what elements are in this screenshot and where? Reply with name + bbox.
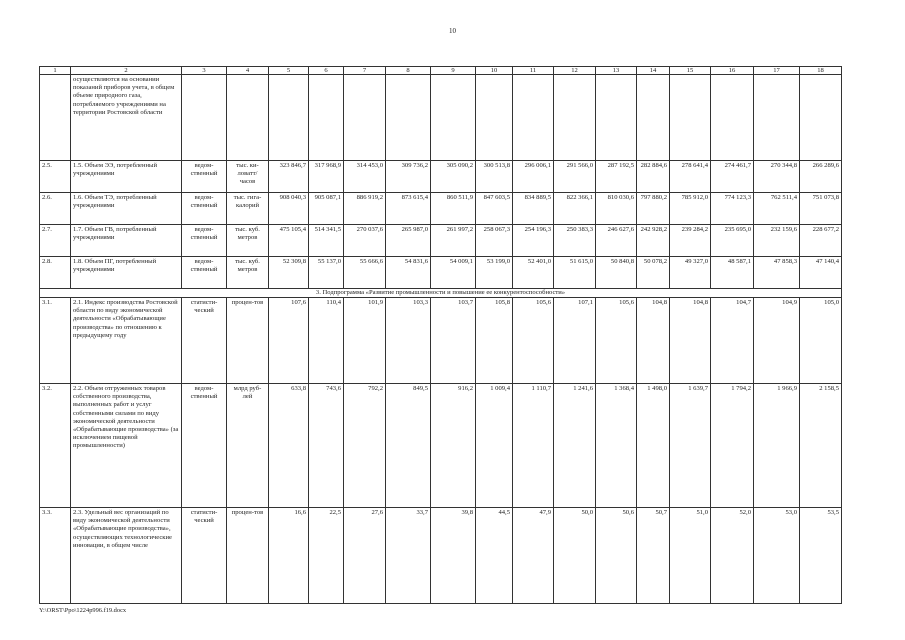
table-row bbox=[40, 193, 842, 225]
indicator-name: 2.1. Индекс производства Ростовской области по виду экономической деятельности «Обрабатывающие производства» по отношению к предыдущему году bbox=[71, 298, 182, 384]
row-id: 2.8. bbox=[40, 257, 71, 289]
data-source: статисти-ческий bbox=[182, 298, 227, 384]
unit: тыс. гига-калорий bbox=[227, 193, 269, 225]
value-cell: 873 615,4 bbox=[386, 193, 431, 225]
value-cell: 1 110,7 bbox=[513, 384, 554, 508]
value-cell: 916,2 bbox=[431, 384, 476, 508]
value-cell: 300 513,8 bbox=[476, 161, 513, 193]
value-cell: 239 284,2 bbox=[670, 225, 711, 257]
value-cell: 47,9 bbox=[513, 508, 554, 604]
value-cell: 2 158,5 bbox=[800, 384, 842, 508]
value-cell: 282 884,6 bbox=[637, 161, 670, 193]
value-cell: 104,7 bbox=[711, 298, 754, 384]
value-cell: 104,8 bbox=[637, 298, 670, 384]
value-cell bbox=[670, 75, 711, 161]
column-number: 8 bbox=[386, 67, 431, 75]
indicator-name: 1.7. Объем ГВ, потребленный учреждениями bbox=[71, 225, 182, 257]
value-cell bbox=[344, 75, 386, 161]
value-cell: 296 006,1 bbox=[513, 161, 554, 193]
column-number: 4 bbox=[227, 67, 269, 75]
value-cell: 105,8 bbox=[476, 298, 513, 384]
table-row bbox=[40, 508, 842, 604]
value-cell: 39,8 bbox=[431, 508, 476, 604]
value-cell: 1 639,7 bbox=[670, 384, 711, 508]
value-cell: 47 140,4 bbox=[800, 257, 842, 289]
value-cell: 103,3 bbox=[386, 298, 431, 384]
value-cell bbox=[754, 75, 800, 161]
value-cell: 107,6 bbox=[269, 298, 309, 384]
row-id: 2.6. bbox=[40, 193, 71, 225]
column-number: 9 bbox=[431, 67, 476, 75]
value-cell bbox=[431, 75, 476, 161]
row-id: 2.5. bbox=[40, 161, 71, 193]
column-number: 17 bbox=[754, 67, 800, 75]
value-cell: 107,1 bbox=[554, 298, 596, 384]
unit: процен-тов bbox=[227, 298, 269, 384]
column-number: 12 bbox=[554, 67, 596, 75]
value-cell: 314 453,0 bbox=[344, 161, 386, 193]
column-number: 5 bbox=[269, 67, 309, 75]
file-path-footer: Y:\ORST\Ppo\1224p996.f19.docx bbox=[39, 607, 127, 614]
value-cell: 834 889,5 bbox=[513, 193, 554, 225]
value-cell: 242 928,2 bbox=[637, 225, 670, 257]
value-cell: 49 327,0 bbox=[670, 257, 711, 289]
value-cell: 270 344,8 bbox=[754, 161, 800, 193]
unit: тыс. куб. метров bbox=[227, 257, 269, 289]
value-cell: 258 067,3 bbox=[476, 225, 513, 257]
column-number: 7 bbox=[344, 67, 386, 75]
indicator-name: 1.5. Объем ЭЭ, потребленный учреждениями bbox=[71, 161, 182, 193]
value-cell: 475 105,4 bbox=[269, 225, 309, 257]
value-cell: 47 858,3 bbox=[754, 257, 800, 289]
section-title: 3. Подпрограмма «Развитие промышленности и повышение ее конкурентоспособности» bbox=[40, 289, 842, 298]
column-number: 11 bbox=[513, 67, 554, 75]
value-cell: 228 677,2 bbox=[800, 225, 842, 257]
value-cell: 51 615,0 bbox=[554, 257, 596, 289]
row-id: 2.7. bbox=[40, 225, 71, 257]
value-cell: 104,9 bbox=[754, 298, 800, 384]
value-cell: 797 880,2 bbox=[637, 193, 670, 225]
value-cell bbox=[227, 75, 269, 161]
value-cell: 305 090,2 bbox=[431, 161, 476, 193]
value-cell: 52,0 bbox=[711, 508, 754, 604]
value-cell: 27,6 bbox=[344, 508, 386, 604]
page-number: 10 bbox=[449, 27, 456, 35]
value-cell: 1 794,2 bbox=[711, 384, 754, 508]
value-cell: 908 040,3 bbox=[269, 193, 309, 225]
value-cell bbox=[513, 75, 554, 161]
value-cell: 309 736,2 bbox=[386, 161, 431, 193]
value-cell bbox=[711, 75, 754, 161]
data-source: ведом-ственный bbox=[182, 161, 227, 193]
value-cell: 53 199,0 bbox=[476, 257, 513, 289]
value-cell: 1 498,0 bbox=[637, 384, 670, 508]
value-cell bbox=[637, 75, 670, 161]
value-cell: 751 073,8 bbox=[800, 193, 842, 225]
value-cell: 1 241,6 bbox=[554, 384, 596, 508]
value-cell: 105,6 bbox=[596, 298, 637, 384]
value-cell bbox=[554, 75, 596, 161]
row-id: 3.3. bbox=[40, 508, 71, 604]
indicators-table bbox=[39, 66, 842, 604]
column-number: 15 bbox=[670, 67, 711, 75]
table-row bbox=[40, 161, 842, 193]
value-cell: 1 966,9 bbox=[754, 384, 800, 508]
value-cell: 743,6 bbox=[309, 384, 344, 508]
value-cell: 104,8 bbox=[670, 298, 711, 384]
value-cell bbox=[269, 75, 309, 161]
value-cell: 55 137,0 bbox=[309, 257, 344, 289]
indicator-name: осуществляются на основании показаний приборов учета, в общем объеме природного газа, потребляемого учреждениями на территории Ростовской области bbox=[71, 75, 182, 161]
value-cell: 54 831,6 bbox=[386, 257, 431, 289]
value-cell bbox=[386, 75, 431, 161]
row-id bbox=[40, 75, 71, 161]
value-cell: 785 912,0 bbox=[670, 193, 711, 225]
column-number-row bbox=[40, 67, 842, 75]
value-cell: 261 997,2 bbox=[431, 225, 476, 257]
value-cell: 103,7 bbox=[431, 298, 476, 384]
value-cell: 270 037,6 bbox=[344, 225, 386, 257]
value-cell: 101,9 bbox=[344, 298, 386, 384]
column-number: 18 bbox=[800, 67, 842, 75]
unit: процен-тов bbox=[227, 508, 269, 604]
value-cell: 250 383,3 bbox=[554, 225, 596, 257]
section-row bbox=[40, 289, 842, 298]
value-cell: 52 309,8 bbox=[269, 257, 309, 289]
value-cell: 287 192,5 bbox=[596, 161, 637, 193]
table-row bbox=[40, 225, 842, 257]
column-number: 10 bbox=[476, 67, 513, 75]
value-cell: 774 123,3 bbox=[711, 193, 754, 225]
value-cell: 849,5 bbox=[386, 384, 431, 508]
value-cell: 110,4 bbox=[309, 298, 344, 384]
indicator-name: 2.2. Объем отгруженных товаров собственного производства, выполненных работ и услуг собственными силами по виду экономической деятельности «Обрабатывающие производства» (за исключением пищевой промышленности) bbox=[71, 384, 182, 508]
value-cell: 51,0 bbox=[670, 508, 711, 604]
data-source: ведом-ственный bbox=[182, 257, 227, 289]
value-cell: 274 461,7 bbox=[711, 161, 754, 193]
value-cell: 53,5 bbox=[800, 508, 842, 604]
indicator-name: 1.8. Объем ПГ, потребленный учреждениями bbox=[71, 257, 182, 289]
value-cell: 886 919,2 bbox=[344, 193, 386, 225]
table-row bbox=[40, 298, 842, 384]
column-number: 16 bbox=[711, 67, 754, 75]
value-cell: 1 368,4 bbox=[596, 384, 637, 508]
value-cell: 22,5 bbox=[309, 508, 344, 604]
value-cell: 235 695,0 bbox=[711, 225, 754, 257]
value-cell: 1 009,4 bbox=[476, 384, 513, 508]
data-source: ведом-ственный bbox=[182, 384, 227, 508]
value-cell: 232 159,6 bbox=[754, 225, 800, 257]
value-cell: 860 511,9 bbox=[431, 193, 476, 225]
row-id: 3.1. bbox=[40, 298, 71, 384]
value-cell: 514 341,5 bbox=[309, 225, 344, 257]
value-cell: 33,7 bbox=[386, 508, 431, 604]
value-cell: 317 968,9 bbox=[309, 161, 344, 193]
unit: тыс. куб. метров bbox=[227, 225, 269, 257]
value-cell: 291 566,0 bbox=[554, 161, 596, 193]
indicator-name: 1.6. Объем ТЭ, потребленный учреждениями bbox=[71, 193, 182, 225]
value-cell bbox=[476, 75, 513, 161]
value-cell bbox=[182, 75, 227, 161]
value-cell: 246 627,6 bbox=[596, 225, 637, 257]
value-cell: 254 196,3 bbox=[513, 225, 554, 257]
value-cell: 50,7 bbox=[637, 508, 670, 604]
data-source: ведом-ственный bbox=[182, 193, 227, 225]
value-cell: 53,0 bbox=[754, 508, 800, 604]
indicator-name: 2.3. Удельный вес организаций по виду экономической деятельности «Обрабатывающие производства», осуществляющих технологические инновации, в общем числе bbox=[71, 508, 182, 604]
value-cell: 762 511,4 bbox=[754, 193, 800, 225]
value-cell: 633,8 bbox=[269, 384, 309, 508]
data-source: статисти-ческий bbox=[182, 508, 227, 604]
table-row bbox=[40, 384, 842, 508]
value-cell: 50 840,8 bbox=[596, 257, 637, 289]
data-source: ведом-ственный bbox=[182, 225, 227, 257]
value-cell: 792,2 bbox=[344, 384, 386, 508]
value-cell: 48 587,1 bbox=[711, 257, 754, 289]
value-cell: 810 030,6 bbox=[596, 193, 637, 225]
table-row bbox=[40, 257, 842, 289]
value-cell: 323 846,7 bbox=[269, 161, 309, 193]
row-id: 3.2. bbox=[40, 384, 71, 508]
value-cell: 265 987,0 bbox=[386, 225, 431, 257]
value-cell: 278 641,4 bbox=[670, 161, 711, 193]
value-cell: 822 366,1 bbox=[554, 193, 596, 225]
column-number: 1 bbox=[40, 67, 71, 75]
unit: тыс. ки-ловатт/ часов bbox=[227, 161, 269, 193]
value-cell: 54 009,1 bbox=[431, 257, 476, 289]
table-row bbox=[40, 75, 842, 161]
value-cell: 16,6 bbox=[269, 508, 309, 604]
value-cell: 44,5 bbox=[476, 508, 513, 604]
column-number: 13 bbox=[596, 67, 637, 75]
value-cell bbox=[596, 75, 637, 161]
value-cell: 50 078,2 bbox=[637, 257, 670, 289]
value-cell: 55 666,6 bbox=[344, 257, 386, 289]
column-number: 3 bbox=[182, 67, 227, 75]
value-cell bbox=[800, 75, 842, 161]
value-cell: 52 401,0 bbox=[513, 257, 554, 289]
column-number: 14 bbox=[637, 67, 670, 75]
column-number: 2 bbox=[71, 67, 182, 75]
value-cell: 105,6 bbox=[513, 298, 554, 384]
value-cell: 105,0 bbox=[800, 298, 842, 384]
value-cell: 905 087,1 bbox=[309, 193, 344, 225]
value-cell: 50,0 bbox=[554, 508, 596, 604]
column-number: 6 bbox=[309, 67, 344, 75]
value-cell: 50,6 bbox=[596, 508, 637, 604]
value-cell: 266 289,6 bbox=[800, 161, 842, 193]
unit: млрд руб-лей bbox=[227, 384, 269, 508]
value-cell bbox=[309, 75, 344, 161]
value-cell: 847 603,5 bbox=[476, 193, 513, 225]
